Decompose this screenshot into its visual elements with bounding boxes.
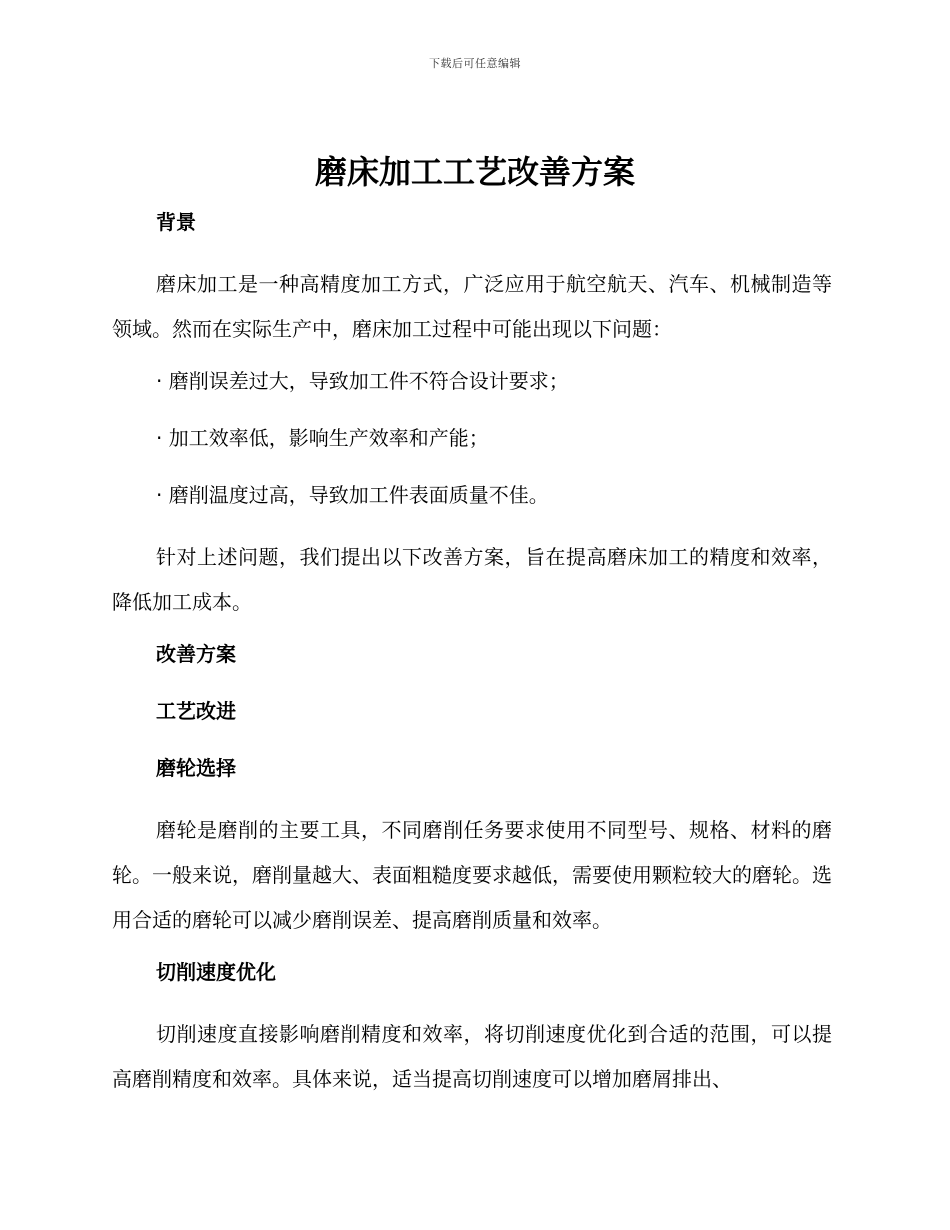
section-heading-plan: 改善方案	[156, 642, 236, 666]
paragraph-speed: 切削速度直接影响磨削精度和效率，将切削速度优化到合适的范围，可以提高磨削精度和效率。具体来说，适当提高切削速度可以增加磨屑排出、	[112, 1022, 832, 1091]
bullet-item: · 加工效率低，影响生产效率和产能；	[156, 426, 489, 450]
section-heading-background: 背景	[156, 210, 196, 234]
section-heading-wheel: 磨轮选择	[156, 756, 236, 780]
document-body	[112, 205, 832, 1114]
page-header-note: 下载后可任意编辑	[429, 57, 521, 70]
bullet-item: · 磨削误差过大，导致加工件不符合设计要求；	[156, 369, 569, 393]
section-heading-process: 工艺改进	[156, 699, 236, 723]
paragraph-wheel: 磨轮是磨削的主要工具，不同磨削任务要求使用不同型号、规格、材料的磨轮。一般来说，磨削量越大、表面粗糙度要求越低，需要使用颗粒较大的磨轮。选用合适的磨轮可以减少磨削误差、提高磨削质量和效率。	[112, 818, 832, 932]
paragraph-background: 磨床加工是一种高精度加工方式，广泛应用于航空航天、汽车、机械制造等领域。然而在实际生产中，磨床加工过程中可能出现以下问题：	[112, 272, 832, 341]
bullet-item: · 磨削温度过高，导致加工件表面质量不佳。	[156, 483, 549, 507]
section-heading-speed: 切削速度优化	[156, 960, 276, 984]
paragraph-intro: 针对上述问题，我们提出以下改善方案，旨在提高磨床加工的精度和效率，降低加工成本。	[112, 545, 832, 614]
document-title: 磨床加工工艺改善方案	[314, 153, 635, 191]
